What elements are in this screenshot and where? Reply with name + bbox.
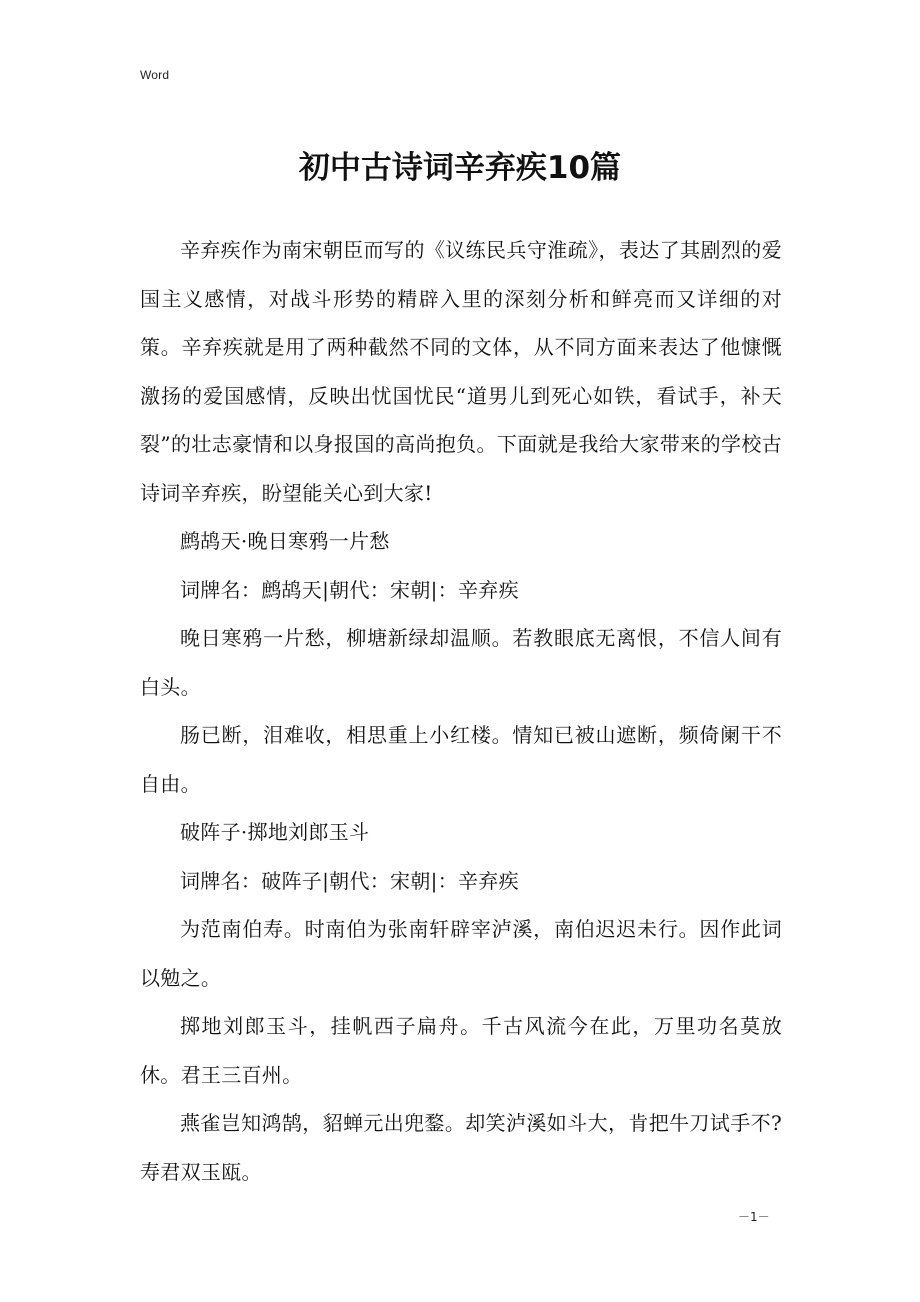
header-app-label: Word bbox=[140, 68, 170, 82]
page-number: －1－ bbox=[738, 1210, 770, 1224]
poem-stanza-3: 掷地刘郎玉斗，挂帆西子扁舟。千古风流今在此，万里功名莫放休。君王三百州。 bbox=[140, 1014, 782, 1087]
poem-title-zhegutian: 鹧鸪天·晚日寒鸦一片愁 bbox=[180, 529, 390, 553]
poem-title-pozhenzi: 破阵子·掷地刘郎玉斗 bbox=[180, 820, 370, 844]
document-title: 初中古诗词辛弃疾10篇 bbox=[298, 150, 622, 186]
poem-stanza-2: 肠已断，泪难收，相思重上小红楼。情知已被山遮断，频倚阑干不自由。 bbox=[140, 723, 782, 796]
poem-stanza-4: 燕雀岂知鸿鹄，貂蝉元出兜鍪。却笑泸溪如斗大，肯把牛刀试手不?寿君双玉瓯。 bbox=[140, 1111, 782, 1184]
intro-paragraph: 辛弃疾作为南宋朝臣而写的《议练民兵守淮疏》，表达了其剧烈的爱国主义感情，对战斗形势的精辟入里的深刻分析和鲜亮而又详细的对策。辛弃疾就是用了两种截然不同的文体，从不同方面来表达了他慷慨激扬的爱国感情，反映出忧国忧民“道男儿到死心如铁，看试手，补天裂”的壮志豪情和以身报国的高尚抱负。下面就是我给大家带来的学校古诗词辛弃疾，盼望能关心到大家! bbox=[140, 238, 782, 505]
poem-preface: 为范南伯寿。时南伯为张南轩辟宰泸溪，南伯迟迟未行。因作此词以勉之。 bbox=[140, 917, 782, 990]
poem-meta-zhegutian: 词牌名：鹧鸪天|朝代：宋朝|：辛弃疾 bbox=[180, 577, 519, 602]
poem-meta-pozhenzi: 词牌名：破阵子|朝代：宋朝|：辛弃疾 bbox=[180, 868, 519, 893]
document-body bbox=[140, 226, 782, 1196]
poem-stanza-1: 晚日寒鸦一片愁，柳塘新绿却温顺。若教眼底无离恨，不信人间有白头。 bbox=[140, 626, 782, 699]
